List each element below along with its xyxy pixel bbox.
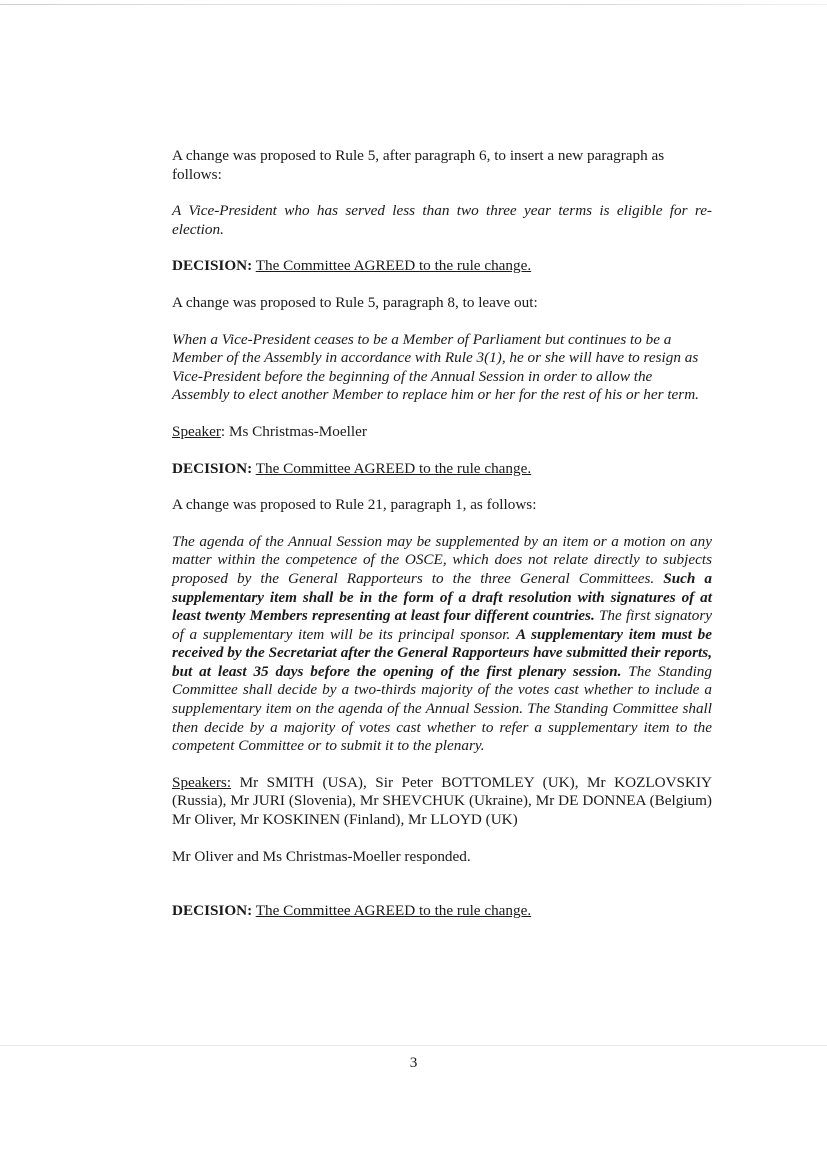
- speakers-label: Speakers:: [172, 773, 232, 791]
- document-body: [172, 147, 712, 939]
- rule21-sentence: The Standing Committee shall decide by a two-thirds majority of the votes cast whether to include a supplementary item on the agenda of the Annual Session. The Standing Committee shall then decide by a majority of votes cast whether to refer a supplementary item to the competent Committee or to submit it to the plenary.: [172, 662, 712, 755]
- speaker-label: Speaker: [172, 422, 221, 440]
- decision-1: [172, 257, 712, 276]
- paragraph-rule5-para8: A change was proposed to Rule 5, paragraph 8, to leave out:: [172, 293, 538, 311]
- scan-edge-line: [0, 1045, 827, 1046]
- paragraph-rule5-proposal: A change was proposed to Rule 5, after paragraph 6, to insert a new paragraph as follows:: [172, 147, 665, 183]
- rule21-bold-sentence: Such a supplementary item shall be in the form of a draft resolution with signatures of at least twenty Members representing at least four different countries.: [172, 569, 712, 625]
- paragraph-rule21-proposal: A change was proposed to Rule 21, paragraph 1, as follows:: [172, 496, 537, 514]
- rule21-sentence: The first signatory of a supplementary item will be its principal sponsor.: [172, 607, 712, 643]
- decision-label: DECISION:: [172, 459, 253, 477]
- decision-label: DECISION:: [172, 902, 253, 920]
- decision-text: The Committee AGREED to the rule change.: [255, 459, 532, 477]
- rule21-sentence: The agenda of the Annual Session may be supplemented by an item or a motion on any matter within the competence of the OSCE, which does not relate directly to subjects proposed by the General Rapporteurs to the three General Committees.: [172, 532, 712, 587]
- quoted-rule-text: A Vice-President who has served less than two three year terms is eligible for re-election.: [172, 202, 712, 238]
- quoted-rule-text: When a Vice-President ceases to be a Member of Parliament but continues to be a Member of the Assembly in accordance with Rule 3(1), he or she will have to resign as Vice-President before the beginning of the Annual Session in order to allow the Assembly to elect another Member to replace him or her for the rest of his or her term.: [172, 330, 699, 404]
- page-number: 3: [409, 1054, 418, 1071]
- decision-3: [172, 902, 712, 921]
- response-line: Mr Oliver and Ms Christmas-Moeller responded.: [172, 847, 471, 865]
- quoted-rule21-text: [172, 533, 712, 756]
- decision-label: DECISION:: [172, 257, 253, 275]
- rule21-bold-sentence: A supplementary item must be received by the Secretariat after the General Rapporteurs have submitted their reports, but at least 35 days before the opening of the first plenary session.: [172, 625, 712, 680]
- speakers-line: [172, 774, 712, 830]
- decision-text: The Committee AGREED to the rule change.: [255, 902, 532, 920]
- speaker-name: : Ms Christmas-Moeller: [220, 422, 367, 440]
- speaker-line: [172, 423, 712, 442]
- speakers-list: Mr SMITH (USA), Sir Peter BOTTOMLEY (UK), Mr KOZLOVSKIY (Russia), Mr JURI (Slovenia), Mr SHEVCHUK (Ukraine), Mr DE DONNEA (Belgium) Mr Oliver, Mr KOSKINEN (Finland), Mr LLOYD (UK): [172, 773, 712, 829]
- decision-2: [172, 460, 712, 479]
- scan-edge-line: [0, 4, 827, 5]
- decision-text: The Committee AGREED to the rule change.: [255, 257, 532, 275]
